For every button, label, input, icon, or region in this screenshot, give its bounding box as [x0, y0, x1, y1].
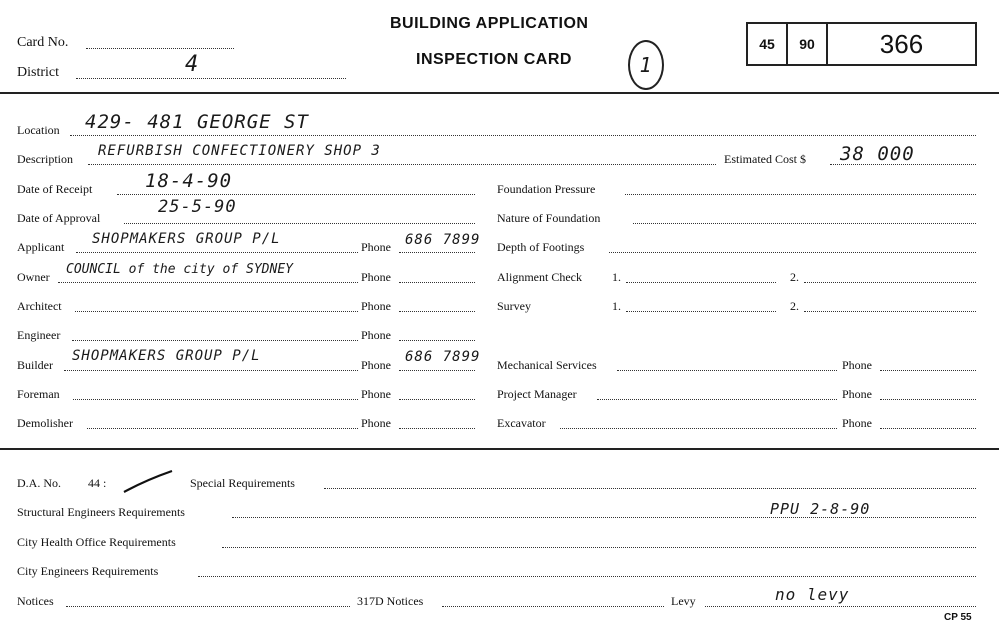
notices-label: Notices [17, 594, 54, 608]
foundation-pressure-label: Foundation Pressure [497, 182, 596, 196]
structural-note: PPU 2-8-90 [770, 500, 871, 518]
estimated-cost-value: 38 000 [840, 143, 915, 165]
alignment-num2: 2. [790, 270, 799, 284]
card-no-label: Card No. [17, 35, 69, 50]
foreman-phone-label: Phone [361, 387, 391, 401]
applicant-phone-label: Phone [361, 240, 391, 254]
foreman-dots [73, 399, 358, 400]
builder-value: SHOPMAKERS GROUP P/L [72, 348, 261, 364]
section-divider [0, 448, 999, 450]
builder-dots [64, 370, 358, 371]
date-approval-dots [124, 223, 475, 224]
box-code-b: 90 [788, 24, 828, 64]
project-manager-phone-dots [880, 399, 976, 400]
engineer-phone-dots [399, 340, 475, 341]
mechanical-phone-label: Phone [842, 358, 872, 372]
date-approval-value: 25-5-90 [158, 197, 237, 217]
architect-phone-dots [399, 311, 475, 312]
builder-label: Builder [17, 358, 53, 372]
date-receipt-label: Date of Receipt [17, 182, 93, 196]
notices-317d-dots [442, 606, 664, 607]
district-label: District [17, 65, 59, 80]
applicant-label: Applicant [17, 240, 65, 254]
city-eng-req-dots [198, 576, 976, 577]
excavator-label: Excavator [497, 416, 546, 430]
foreman-label: Foreman [17, 387, 60, 401]
description-value: REFURBISH CONFECTIONERY SHOP 3 [98, 143, 381, 159]
da-slash-mark [120, 468, 176, 496]
demolisher-phone-dots [399, 428, 475, 429]
excavator-dots [560, 428, 837, 429]
mechanical-label: Mechanical Services [497, 358, 597, 372]
engineer-phone-label: Phone [361, 328, 391, 342]
architect-phone-label: Phone [361, 299, 391, 313]
owner-dots [58, 282, 358, 283]
mechanical-dots [617, 370, 837, 371]
survey-dots-1 [626, 311, 776, 312]
district-dots [76, 78, 346, 79]
city-eng-req-label: City Engineers Requirements [17, 564, 159, 578]
applicant-dots [76, 252, 358, 253]
survey-label: Survey [497, 299, 531, 313]
header-divider [0, 92, 999, 94]
structural-req-label: Structural Engineers Requirements [17, 505, 185, 519]
demolisher-label: Demolisher [17, 416, 73, 430]
levy-dots [705, 606, 976, 607]
excavator-phone-label: Phone [842, 416, 872, 430]
owner-phone-label: Phone [361, 270, 391, 284]
description-label: Description [17, 152, 73, 166]
alignment-dots-2 [804, 282, 976, 283]
levy-label: Levy [671, 594, 696, 608]
survey-dots-2 [804, 311, 976, 312]
nature-foundation-label: Nature of Foundation [497, 211, 601, 225]
title-line2: INSPECTION CARD [416, 51, 572, 68]
location-dots [70, 135, 976, 136]
excavator-phone-dots [880, 428, 976, 429]
alignment-check-label: Alignment Check [497, 270, 582, 284]
location-label: Location [17, 123, 60, 137]
builder-phone-value: 686 7899 [405, 349, 481, 365]
architect-label: Architect [17, 299, 62, 313]
health-req-dots [222, 547, 976, 548]
demolisher-dots [87, 428, 358, 429]
description-dots [88, 164, 716, 165]
special-req-dots [324, 488, 976, 489]
notices-dots [66, 606, 350, 607]
owner-label: Owner [17, 270, 50, 284]
survey-num1: 1. [612, 299, 621, 313]
demolisher-phone-label: Phone [361, 416, 391, 430]
builder-phone-label: Phone [361, 358, 391, 372]
applicant-phone-dots [399, 252, 475, 253]
architect-dots [75, 311, 358, 312]
depth-footings-dots [609, 252, 976, 253]
date-receipt-dots [117, 194, 475, 195]
estimated-cost-label: Estimated Cost $ [724, 152, 806, 166]
applicant-value: SHOPMAKERS GROUP P/L [92, 231, 281, 247]
card-number-box [746, 22, 977, 66]
da-no-label: D.A. No. [17, 476, 61, 490]
levy-value: no levy [775, 585, 850, 604]
nature-foundation-dots [633, 223, 976, 224]
health-req-label: City Health Office Requirements [17, 535, 176, 549]
owner-phone-dots [399, 282, 475, 283]
form-code: CP 55 [944, 612, 972, 623]
special-req-label: Special Requirements [190, 476, 295, 490]
mechanical-phone-dots [880, 370, 976, 371]
location-value: 429- 481 GEORGE ST [85, 111, 309, 133]
engineer-label: Engineer [17, 328, 61, 342]
owner-value: COUNCIL of the city of SYDNEY [66, 262, 293, 277]
date-approval-label: Date of Approval [17, 211, 101, 225]
notices-317d-label: 317D Notices [357, 594, 424, 608]
title-line1: BUILDING APPLICATION [390, 15, 589, 32]
engineer-dots [72, 340, 358, 341]
box-code-a: 45 [748, 24, 788, 64]
da-no-value: 44 : [88, 476, 107, 490]
alignment-dots-1 [626, 282, 776, 283]
district-value: 4 [185, 52, 200, 77]
survey-num2: 2. [790, 299, 799, 313]
alignment-num1: 1. [612, 270, 621, 284]
date-receipt-value: 18-4-90 [145, 170, 233, 192]
foundation-pressure-dots [625, 194, 976, 195]
project-manager-dots [597, 399, 837, 400]
card-no-dots [86, 48, 234, 49]
depth-footings-label: Depth of Footings [497, 240, 585, 254]
foreman-phone-dots [399, 399, 475, 400]
project-manager-label: Project Manager [497, 387, 577, 401]
applicant-phone-value: 686 7899 [405, 232, 481, 248]
box-card-number: 366 [879, 28, 924, 59]
project-manager-phone-label: Phone [842, 387, 872, 401]
circled-number: 1 [628, 40, 664, 90]
builder-phone-dots [399, 370, 475, 371]
